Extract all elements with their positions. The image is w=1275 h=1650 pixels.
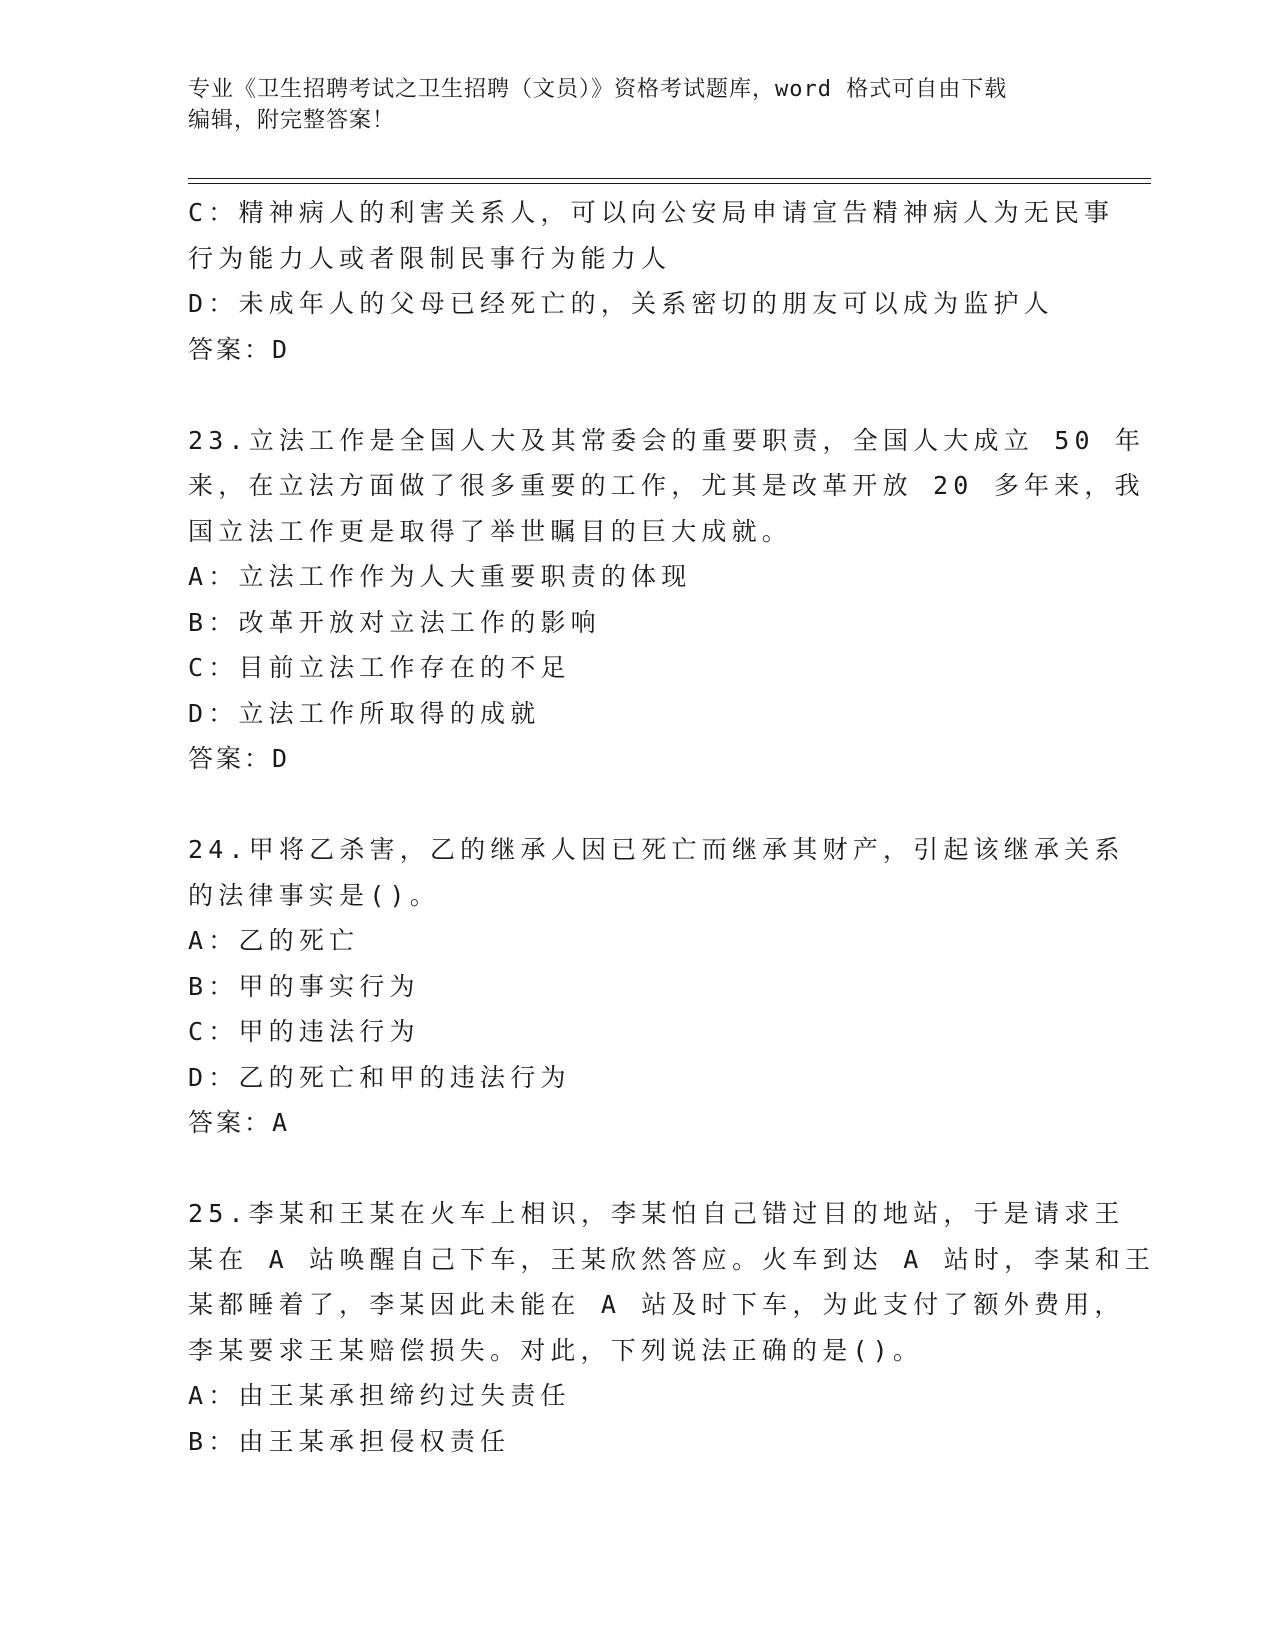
option-a: A：立法工作作为人大重要职责的体现: [188, 562, 692, 591]
question-stem: 23.立法工作是全国人大及其常委会的重要职责，全国人大成立 50 年: [188, 425, 1146, 455]
answer-line: 答案：D: [188, 744, 291, 773]
question-22-fragment: [188, 190, 1115, 372]
question-stem-continued: 的法律事实是()。: [188, 880, 440, 910]
header-line-2: 编辑，附完整答案！: [188, 108, 396, 133]
question-23: [188, 418, 1146, 782]
question-stem-continued: 某在 A 站唤醒自己下车，王某欣然答应。火车到达 A 站时，李某和王: [188, 1244, 1156, 1274]
option-d: D：未成年人的父母已经死亡的，关系密切的朋友可以成为监护人: [188, 289, 1054, 318]
question-25: [188, 1191, 1156, 1464]
question-stem-continued: 国立法工作更是取得了举世瞩目的巨大成就。: [188, 516, 793, 546]
question-24: [188, 827, 1125, 1146]
spacer: [188, 372, 1088, 418]
option-b: B：改革开放对立法工作的影响: [188, 607, 601, 637]
question-stem-continued: 李某要求王某赔偿损失。对此，下列说法正确的是()。: [188, 1335, 924, 1365]
header-divider-bottom: [188, 183, 1151, 184]
answer-line: 答案：D: [188, 334, 291, 364]
spacer: [188, 782, 1088, 828]
option-a: A：由王某承担缔约过失责任: [188, 1381, 571, 1410]
spacer: [188, 1146, 1088, 1192]
option-d: D：乙的死亡和甲的违法行为: [188, 1062, 571, 1092]
option-b: B：甲的事实行为: [188, 971, 420, 1001]
question-stem-continued: 来，在立法方面做了很多重要的工作，尤其是改革开放 20 多年来，我: [188, 471, 1145, 500]
option-c: C：目前立法工作存在的不足: [188, 653, 571, 682]
option-c-continued: 行为能力人或者限制民事行为能力人: [188, 243, 672, 273]
question-stem-continued: 某都睡着了，李某因此未能在 A 站及时下车，为此支付了额外费用，: [188, 1290, 1125, 1319]
option-c: C：精神病人的利害关系人，可以向公安局申请宣告精神病人为无民事: [188, 198, 1115, 227]
question-stem: 24.甲将乙杀害，乙的继承人因已死亡而继承其财产，引起该继承关系: [188, 835, 1125, 864]
option-a: A：乙的死亡: [188, 926, 360, 955]
option-d: D：立法工作所取得的成就: [188, 698, 541, 728]
option-b: B：由王某承担侵权责任: [188, 1426, 511, 1456]
option-c: C：甲的违法行为: [188, 1017, 420, 1046]
header-divider-top: [188, 178, 1151, 179]
answer-line: 答案：A: [188, 1108, 291, 1137]
question-content: [188, 190, 1156, 1464]
header-line-1: 专业《卫生招聘考试之卫生招聘（文员）》资格考试题库，word 格式可自由下载: [188, 77, 1008, 102]
question-stem: 25.李某和王某在火车上相识，李某怕自己错过目的地站，于是请求王: [188, 1199, 1125, 1228]
document-header: [188, 74, 1088, 136]
